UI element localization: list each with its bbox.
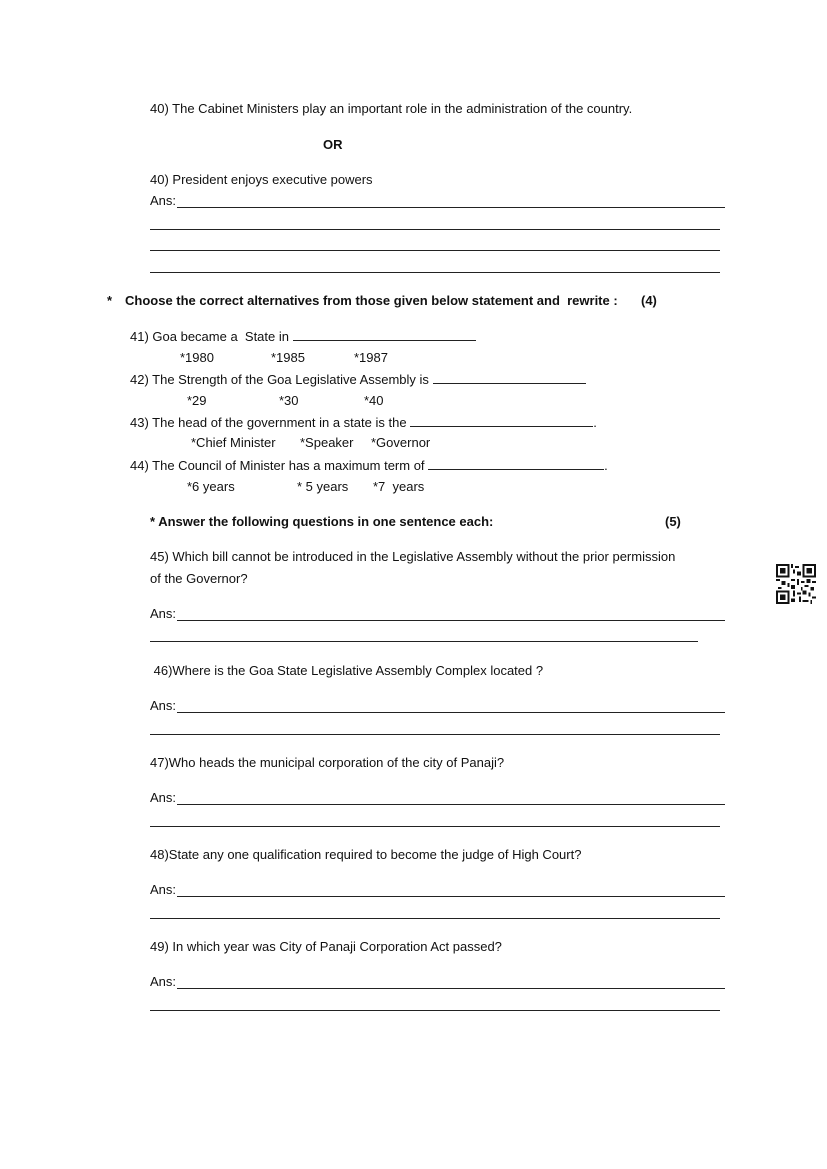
mcq-question-42: 42) The Strength of the Goa Legislative Assembly is bbox=[130, 371, 586, 388]
answer-label-46: Ans: bbox=[150, 698, 177, 713]
mcq-option: *40 bbox=[364, 393, 384, 408]
fill-blank bbox=[433, 371, 586, 384]
mcq-option: *1985 bbox=[271, 350, 305, 365]
question-40a: 40) The Cabinet Ministers play an important role in the administration of the country. bbox=[150, 101, 633, 116]
answer-label-48: Ans: bbox=[150, 882, 177, 897]
answer-line bbox=[177, 620, 725, 621]
answer-line bbox=[177, 712, 725, 713]
mcq-option: *1980 bbox=[180, 350, 214, 365]
fill-blank bbox=[293, 328, 476, 341]
fill-blank bbox=[428, 457, 604, 470]
short-question-49: 49) In which year was City of Panaji Corporation Act passed? bbox=[150, 939, 502, 954]
mcq-option: *Speaker bbox=[300, 435, 354, 450]
section-b-marks: (5) bbox=[665, 514, 681, 529]
answer-line bbox=[177, 988, 725, 989]
answer-line bbox=[150, 641, 698, 642]
answer-line bbox=[150, 826, 720, 827]
short-question-48: 48)State any one qualification required to become the judge of High Court? bbox=[150, 847, 582, 862]
fill-blank bbox=[410, 414, 593, 427]
short-question-47: 47)Who heads the municipal corporation of the city of Panaji? bbox=[150, 755, 505, 770]
answer-line bbox=[150, 250, 720, 251]
mcq-question-41: 41) Goa became a State in bbox=[130, 328, 476, 345]
mcq-option: *29 bbox=[187, 393, 207, 408]
answer-line bbox=[150, 229, 720, 230]
mcq-question-44: 44) The Council of Minister has a maximum term of . bbox=[130, 458, 608, 473]
answer-label-47: Ans: bbox=[150, 790, 177, 805]
mcq-option: *1987 bbox=[354, 350, 388, 365]
mcq-option: *30 bbox=[279, 393, 299, 408]
answer-line bbox=[177, 207, 725, 208]
answer-line bbox=[150, 1010, 720, 1011]
mcq-question-43: 43) The head of the government in a state is the . bbox=[130, 415, 597, 430]
short-question-45-cont: of the Governor? bbox=[150, 571, 248, 586]
answer-line bbox=[150, 272, 720, 273]
question-40b: 40) President enjoys executive powers bbox=[150, 172, 373, 187]
answer-line bbox=[177, 804, 725, 805]
answer-label-49: Ans: bbox=[150, 974, 177, 989]
mcq-option: *6 years bbox=[187, 479, 235, 494]
mcq-option: *7 years bbox=[373, 479, 425, 494]
section-a-title: Choose the correct alternatives from those given below statement and rewrite : bbox=[125, 293, 618, 308]
section-a-marks: (4) bbox=[641, 293, 657, 308]
qr-code-icon bbox=[776, 564, 816, 604]
section-a-marker: * bbox=[107, 293, 113, 308]
answer-line bbox=[150, 734, 720, 735]
mcq-option: *Governor bbox=[371, 435, 431, 450]
answer-label-45: Ans: bbox=[150, 606, 177, 621]
short-question-46: 46)Where is the Goa State Legislative Assembly Complex located ? bbox=[150, 663, 544, 678]
or-label: OR bbox=[323, 137, 343, 152]
answer-line bbox=[177, 896, 725, 897]
mcq-option: *Chief Minister bbox=[191, 435, 276, 450]
answer-label-40: Ans: bbox=[150, 193, 177, 208]
answer-line bbox=[150, 918, 720, 919]
mcq-option: * 5 years bbox=[297, 479, 349, 494]
section-b-title: * Answer the following questions in one sentence each: bbox=[150, 514, 494, 529]
short-question-45: 45) Which bill cannot be introduced in the Legislative Assembly without the prior permission bbox=[150, 549, 676, 564]
